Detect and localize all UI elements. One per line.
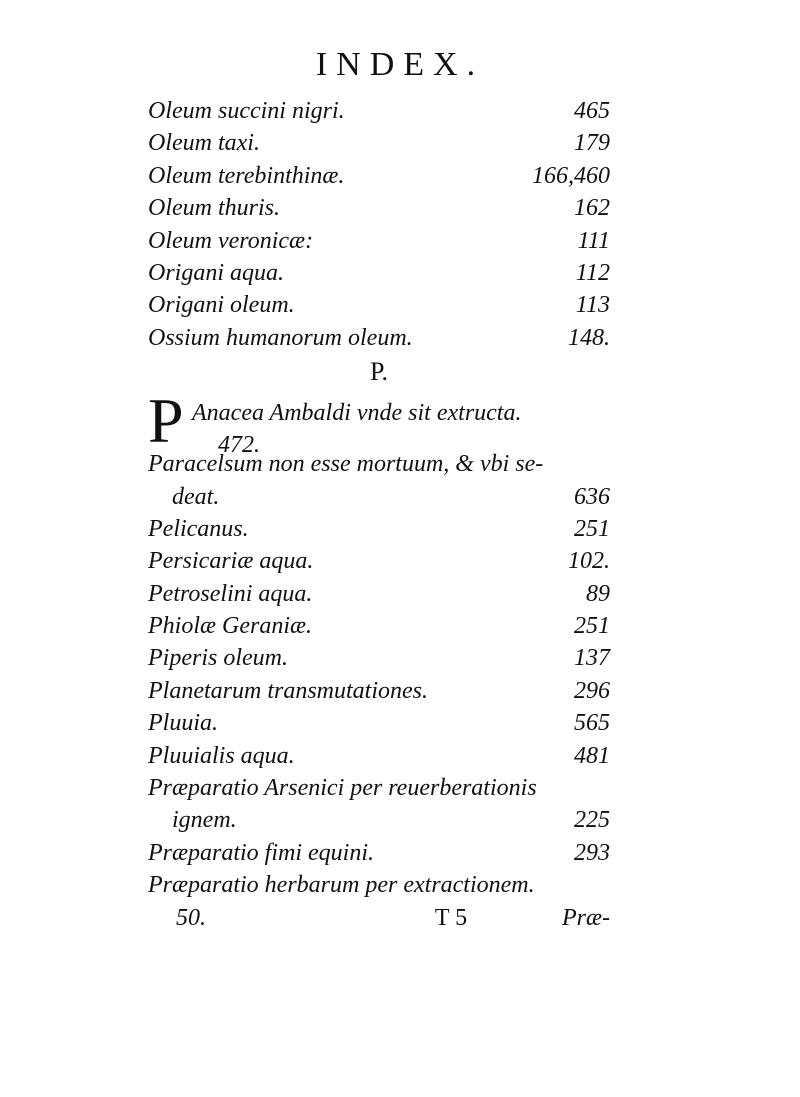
- entry-page: 112: [575, 259, 610, 286]
- entry-term: Pluuia.: [148, 710, 218, 737]
- entry-term: Pelicanus.: [148, 515, 249, 542]
- entry-term: Pluuialis aqua.: [148, 742, 295, 769]
- index-entry: [148, 130, 610, 162]
- section-letter-text: P.: [369, 357, 389, 387]
- index-entry: [148, 581, 610, 613]
- entry-term: Planetarum transmutationes.: [148, 677, 428, 704]
- entry-term: Origani oleum.: [148, 292, 295, 319]
- entry-term: Persicariæ aqua.: [148, 548, 314, 575]
- entry-page: 162: [574, 195, 610, 222]
- index-entry: [148, 195, 610, 227]
- entry-page: 293: [574, 839, 610, 866]
- entry-page: 111: [577, 227, 610, 254]
- entry-term: Ossium humanorum oleum.: [148, 324, 413, 351]
- index-entry: [148, 710, 610, 742]
- panacea-line-1: Anacea Ambaldi vnde sit extructa.: [192, 400, 522, 427]
- panacea-line-2: 472.: [218, 432, 260, 459]
- entry-term: Oleum terebinthinæ.: [148, 162, 345, 189]
- index-entry: [148, 613, 610, 645]
- entry-term: Oleum succini nigri.: [148, 98, 345, 124]
- drop-cap: P: [148, 385, 184, 457]
- entry-page: 166,460: [532, 162, 610, 189]
- index-entry: [148, 743, 610, 775]
- index-entry: [148, 645, 610, 677]
- index-entry: [148, 548, 610, 580]
- entry-term: Piperis oleum.: [148, 645, 288, 672]
- entry-page: 148.: [568, 324, 610, 351]
- entry-term: deat.: [172, 483, 220, 510]
- panacea-entry: [148, 385, 610, 459]
- section-letter: [148, 357, 610, 391]
- entry-term: ignem.: [172, 807, 237, 834]
- entry-page: 179: [574, 130, 610, 157]
- entry-term: Oleum thuris.: [148, 195, 280, 222]
- entry-term: Præparatio herbarum per extractionem.: [148, 872, 535, 899]
- entry-term: Paracelsum non esse mortuum, & vbi se-: [148, 451, 544, 478]
- index-entry: [148, 228, 610, 260]
- page-title: INDEX.: [315, 46, 485, 83]
- page-footer: [148, 905, 610, 939]
- entry-term: Oleum taxi.: [148, 130, 260, 157]
- index-entry: [148, 807, 610, 839]
- index-entry: [148, 451, 610, 483]
- index-entry: [148, 678, 610, 710]
- index-entry: [148, 292, 610, 324]
- index-entry: [148, 840, 610, 872]
- index-entry: [148, 163, 610, 195]
- catchword: Præ-: [562, 904, 610, 931]
- index-entry: [148, 484, 610, 516]
- index-entry: [148, 872, 610, 904]
- entry-page: 89: [586, 580, 610, 607]
- entry-page: 113: [575, 292, 610, 319]
- entry-page: 225: [574, 807, 610, 834]
- entry-page: 565: [574, 710, 610, 737]
- entry-term: Præparatio Arsenici per reuerberationis: [148, 775, 537, 802]
- index-entry: [148, 260, 610, 292]
- index-entry: [148, 516, 610, 548]
- entry-page: 636: [574, 483, 610, 510]
- entry-page: 137: [574, 645, 610, 672]
- entry-page: 465: [574, 98, 610, 124]
- entry-page: 251: [574, 515, 610, 542]
- index-entries: [148, 98, 610, 939]
- index-group-o: [148, 98, 610, 357]
- continuation-number: 50.: [176, 904, 206, 931]
- entry-page: 481: [574, 742, 610, 769]
- entry-page: 102.: [568, 548, 610, 575]
- entry-page: 296: [574, 677, 610, 704]
- entry-term: Petroselini aqua.: [148, 580, 313, 607]
- entry-term: Præparatio fimi equini.: [148, 839, 375, 866]
- index-group-p: [148, 451, 610, 904]
- entry-term: Origani aqua.: [148, 259, 285, 286]
- entry-page: 251: [574, 613, 610, 640]
- signature-mark: T 5: [434, 904, 468, 931]
- index-entry: [148, 775, 610, 807]
- index-entry: [148, 325, 610, 357]
- entry-term: Phiolæ Geraniæ.: [148, 613, 313, 640]
- entry-term: Oleum veronicæ:: [148, 227, 314, 254]
- index-entry: [148, 98, 610, 130]
